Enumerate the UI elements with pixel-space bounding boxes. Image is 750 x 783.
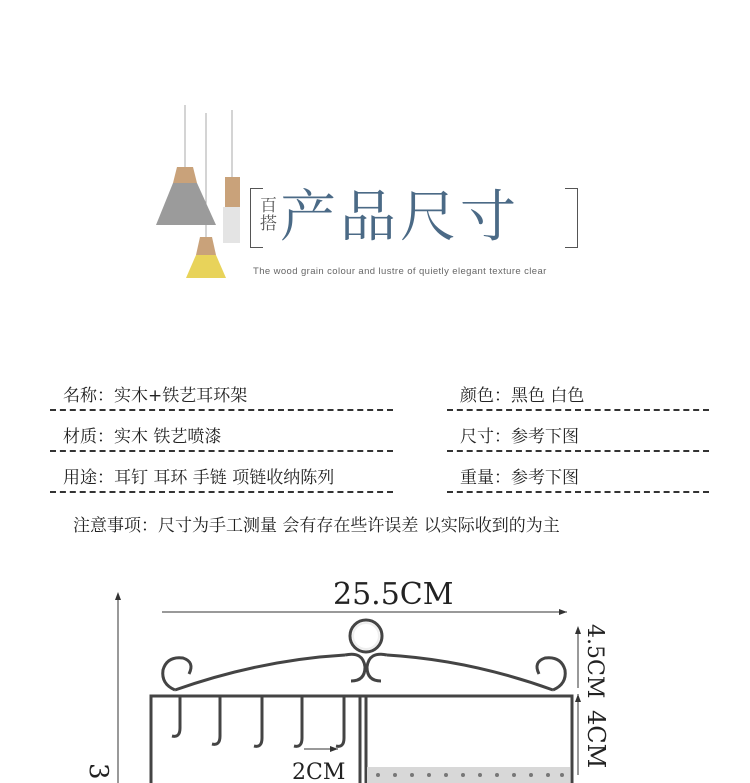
spec-material-row	[50, 420, 393, 452]
tagline: The wood grain colour and lustre of quietly elegant texture clear	[253, 266, 547, 277]
spec-weight: 重量：参考下图	[460, 468, 579, 488]
side-label: 百搭	[256, 196, 276, 232]
spec-size-row	[447, 420, 709, 452]
spec-weight-row	[447, 461, 709, 493]
spec-name: 名称：实木+铁艺耳环架	[63, 386, 248, 406]
spec-usage: 用途：耳钉 耳环 手链 项链收纳陈列	[63, 468, 335, 488]
spec-material: 材质：实木 铁艺喷漆	[63, 427, 222, 447]
spec-color: 颜色：黑色 白色	[460, 386, 585, 406]
note-text: 注意事项：尺寸为手工测量 会有存在些许误差 以实际收到的为主	[73, 516, 560, 536]
title-bracket-right	[565, 188, 578, 248]
product-size-banner	[0, 0, 750, 330]
side-height-dimension: 4CM	[582, 710, 610, 769]
spec-usage-row	[50, 461, 393, 493]
top-height-dimension: 4.5CM	[582, 624, 607, 699]
pendant-lamps-illustration	[150, 105, 250, 285]
spec-size: 尺寸：参考下图	[460, 427, 579, 447]
page-title: 产品尺寸	[280, 185, 520, 250]
width-dimension: 25.5CM	[333, 577, 454, 612]
hook-gap-dimension: 2CM	[292, 760, 346, 783]
earring-rack-dimension-diagram	[0, 560, 750, 783]
spec-color-row	[447, 379, 709, 411]
height-dimension: 3	[83, 763, 113, 780]
spec-name-row	[50, 379, 393, 411]
